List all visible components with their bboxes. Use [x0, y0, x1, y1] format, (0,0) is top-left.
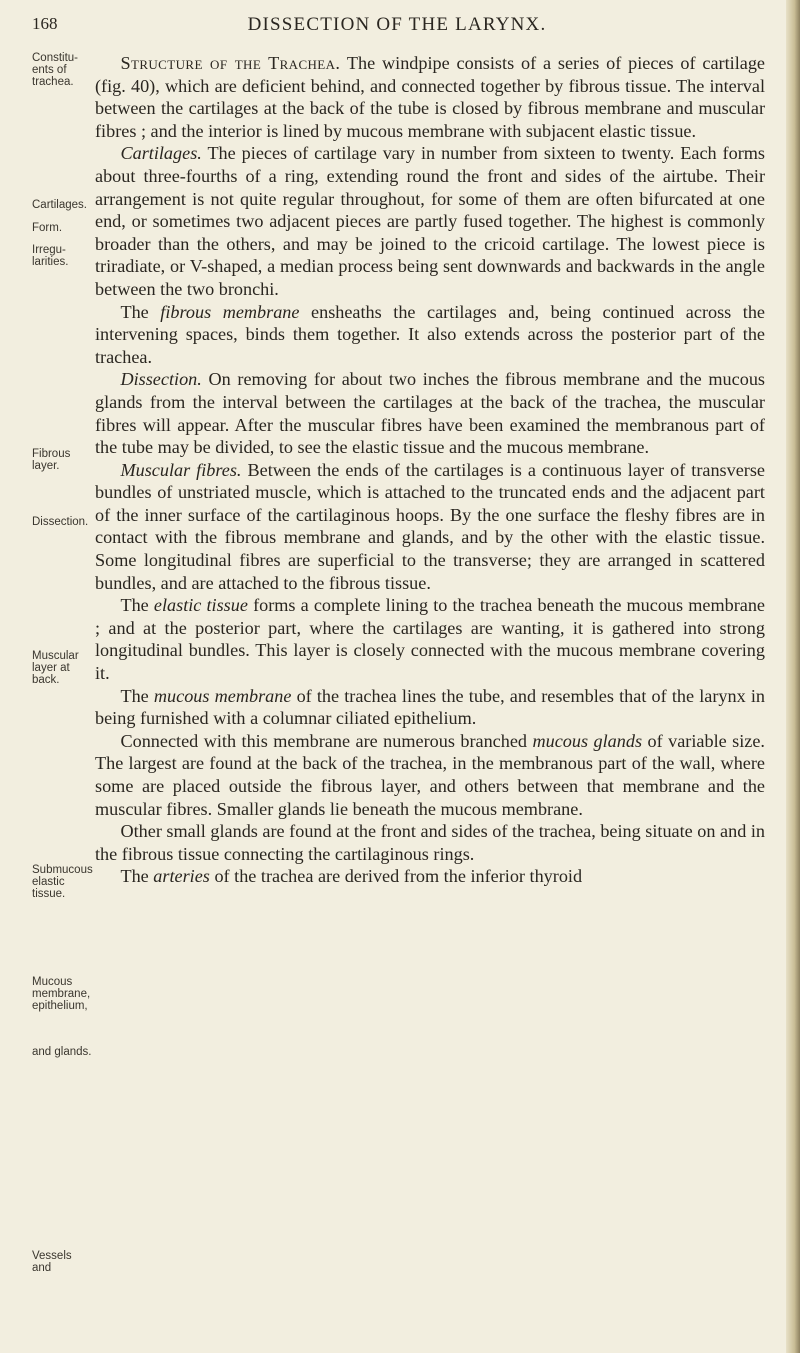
paragraph-lead: elastic tissue [153, 595, 248, 616]
paragraph-text: of the trachea are derived from the inferior thyroid [209, 866, 583, 887]
paragraph-lead: arteries [153, 866, 210, 887]
paragraph-text: forms a complete lining to the trachea beneath the mucous membrane ; and at the posterior part, where the cartilages are wanting, it is gathered into strong longitudinal bundles. This layer is closely connected with the mucous membrane covering it. [95, 595, 765, 684]
paragraph-text: The pieces of cartilage vary in number from sixteen to twenty. Each forms about three-fourths of a ring, extending round the front and sides of the airtube. Their arrangement is not quite regular throughout, for some of them are often bifurcated at one end, or sometimes two adjacent pieces are partly fused together. The highest is commonly broader than the others, and may be joined to the cricoid cartilage. The lowest piece is triradiate, or V-shaped, a median process being sent downwards and backwards in the angle between the two bronchi. [95, 143, 765, 299]
paragraph-mucous-membrane [95, 685, 765, 730]
paragraph-dissection [95, 368, 765, 458]
margin-notes [32, 52, 92, 1342]
margin-note-cartilages: Cartilages. [32, 199, 87, 211]
margin-note-muscular: Muscular layer at back. [32, 650, 79, 686]
paragraph-pre: The [120, 866, 154, 887]
margin-note-dissection: Dissection. [32, 516, 89, 528]
paragraph-pre: Connected with this membrane are numerous branched [120, 730, 533, 751]
paragraph-text: Between the ends of the cartilages is a continuous layer of transverse bundles of unstriated muscle, which is attached to the truncated ends and the adjacent part of the inner surface of the cartilaginous hoops. By the one surface the fleshy fibres are in contact with the fibrous membrane and glands, and by the other with the elastic tissue. Some longitudinal fibres are superficial to the transverse; they are arranged in scattered bundles, and are attached to the fibrous tissue. [95, 459, 765, 593]
paragraph-pre: The [120, 595, 154, 616]
margin-note-constituents: Constitu- ents of trachea. [32, 52, 79, 88]
paragraph-lead: mucous glands [532, 730, 643, 751]
margin-note-submucous: Submucous elastic tissue. [32, 864, 93, 900]
paragraph-text: of variable size. The largest are found at the back of the trachea, in the membranous part of the wall, where some are placed outside the fibrous layer, and others between that membrane and the muscular fibres. Smaller glands lie beneath the mucous membrane. [95, 730, 765, 819]
paragraph-text: of the trachea lines the tube, and resembles that of the larynx in being furnished with a columnar ciliated epithelium. [95, 685, 765, 729]
paragraph-pre: The [120, 301, 161, 322]
paragraph-text: On removing for about two inches the fibrous membrane and the mucous glands from the interval between the cartilages at the back of the trachea, the muscular fibres will appear. After the muscular fibres have been examined the membranous part of the tube may be divided, to see the elastic tissue and the mucous membrane. [95, 369, 765, 458]
margin-note-irregularities: Irregu- larities. [32, 244, 69, 268]
page-header [32, 14, 762, 44]
paragraph-elastic-tissue [95, 594, 765, 684]
paragraph-structure [95, 52, 765, 142]
paragraph-text: The windpipe consists of a series of pieces of cartilage (fig. 40), which are deficient behind, and connected together by fibrous tissue. The interval between the cartilages at the back of the tube is closed by fibrous membrane and muscular fibres ; and the interior is lined by mucous membrane with subjacent elastic tissue. [95, 53, 766, 141]
margin-note-glands: and glands. [32, 1046, 92, 1058]
paragraph-text: Other small glands are found at the front and sides of the trachea, being situate on and in the fibrous tissue connecting the cartilaginous rings. [95, 821, 765, 864]
margin-note-mucous: Mucous membrane, epithelium, [32, 976, 91, 1012]
paragraph-lead: fibrous membrane [160, 301, 300, 322]
paragraph-pre: The [120, 685, 154, 706]
running-head: DISSECTION OF THE LARYNX. [247, 14, 547, 35]
paragraph-cartilages [95, 142, 765, 300]
paragraph-lead: mucous membrane [153, 685, 292, 706]
paragraph-text: ensheaths the cartilages and, being continued across the intervening spaces, binds them together. It also extends across the posterior part of the trachea. [95, 301, 766, 367]
paragraph-lead: Muscular fibres. [120, 459, 242, 480]
book-spine-shadow [786, 0, 800, 1353]
paragraph-lead: Dissection. [120, 369, 202, 390]
margin-note-vessels: Vessels and [32, 1250, 72, 1274]
paragraph-fibrous-membrane [95, 301, 765, 369]
paragraph-mucous-glands [95, 730, 765, 820]
paragraph-other-glands [95, 820, 765, 865]
paragraph-lead: Cartilages. [120, 143, 202, 164]
paragraph-muscular-fibres [95, 459, 765, 595]
page-number: 168 [32, 14, 58, 33]
body-text [95, 52, 765, 888]
margin-note-form: Form. [32, 222, 63, 234]
paragraph-lead: Structure of the Trachea. [120, 53, 341, 73]
margin-note-fibrous: Fibrous layer. [32, 448, 71, 472]
paragraph-arteries [95, 865, 765, 888]
